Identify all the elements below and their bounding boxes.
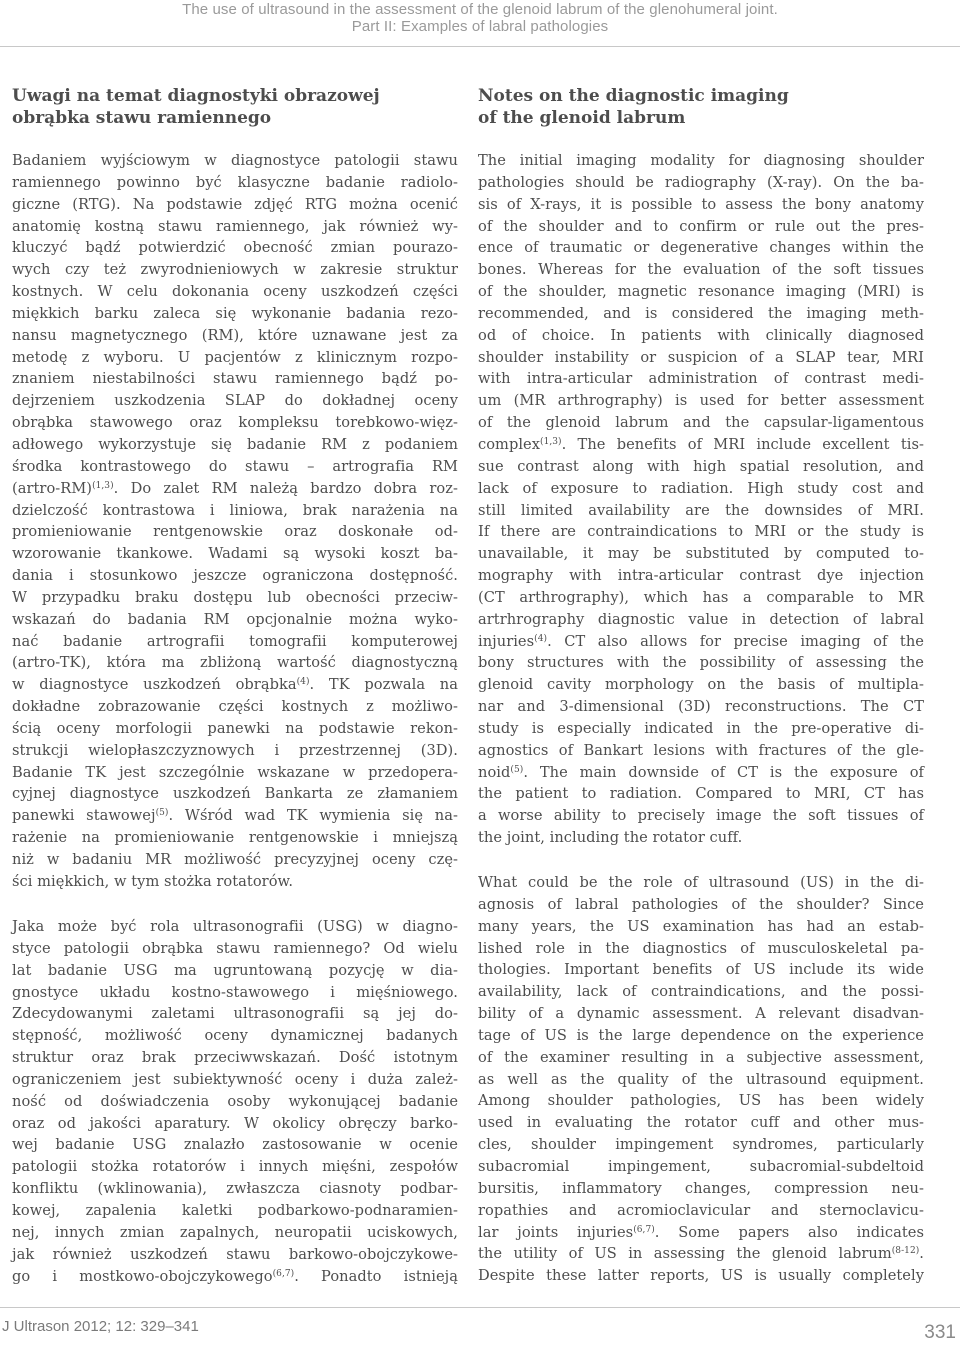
text-fragment: . The benefits of MRI include excellent tis- (561, 435, 924, 453)
text-line-with-citation (478, 1243, 924, 1265)
text-line: used in evaluating the rotator cuff and other mus- (478, 1114, 924, 1132)
citation: (4) (534, 633, 548, 644)
text-line: many years, the US examination has had an estab- (478, 917, 924, 935)
text-line: ność od doświadczenia osoby wykonującej badanie (12, 1092, 458, 1110)
text-line: study is especially indicated in the pre-operative di- (478, 719, 924, 737)
text-line: niż w badaniu MR możliwość precyzyjnej oceny czę- (12, 851, 458, 868)
citation: (8-12) (891, 1246, 920, 1257)
running-header-line-2: Part II: Examples of labral pathologies (351, 18, 609, 35)
text-line: oraz od jakości aparatury. W okolicy obręczy barko- (12, 1114, 458, 1132)
text-line: Despite these latter reports, US is usually completely (478, 1267, 924, 1285)
text-fragment: . The main downside of CT is the exposure of (523, 763, 924, 781)
text-line: lat badanie USG ma ugruntowaną pozycję w dia- (12, 961, 458, 979)
text-fragment: . Ponadto istnieją (294, 1267, 459, 1285)
text-fragment: (artro-RM) (12, 479, 93, 497)
text-line: the joint, including the rotator cuff. (478, 829, 743, 847)
text-line: Zdecydowanymi zaletami ultrasonografii są jej do- (12, 1005, 458, 1023)
left-paragraph-2 (12, 916, 458, 1287)
text-line: rażenie na promieniowanie rentgenowskie i mniejszą (12, 829, 458, 847)
text-line: subacromial impingement, subacromial-subdeltoid (478, 1157, 924, 1175)
text-line: of the shoulder and to confirm or rule out the pres- (478, 217, 924, 235)
text-line: recommended, and is considered the imaging meth- (478, 304, 924, 322)
citation: (1,3) (540, 436, 562, 447)
text-line: nansu magnetycznego (RM), które uznawane jest za (12, 326, 458, 344)
text-line: struktur oraz brak przeciwwskazań. Dość istotnym (12, 1049, 458, 1067)
text-fragment: w diagnostyce uszkodzeń obrąbka (12, 676, 297, 694)
text-line: still limited availability are the downsides of MRI. (478, 501, 924, 519)
text-fragment: the utility of US in assessing the glenoid labrum (478, 1245, 892, 1263)
text-line: a worse ability to precisely image the soft tissues of (478, 807, 924, 825)
text-line: cyjnej diagnostyce uszkodzeń Bankarta ze złamaniem (12, 785, 458, 803)
text-line: jak również uszkodzeń stawu barkowo-obojczykowe- (12, 1245, 458, 1263)
text-line: artrhrography diagnostic value in detection of labral (478, 610, 924, 628)
text-line: sue contrast along with high spatial resolution, and (478, 457, 924, 475)
text-line: kluczyć bądź potwierdzić obecność zmian pourazo- (12, 239, 458, 257)
text-line: strukcji wielopłaszczyznowych i przestrzennej (3D). (12, 741, 458, 759)
text-line: agnostics of Bankart lesions with fractures of the gle- (478, 741, 924, 759)
footer-rule (0, 1307, 960, 1308)
text-fragment: go i mostkowo-obojczykowego (12, 1267, 273, 1285)
text-line: dejrzeniem uszkodzenia SLAP do dokładnej oceny (12, 392, 458, 410)
text-line: glenoid cavity morphology on the basis of multipla- (478, 676, 924, 694)
text-line-with-citation (12, 478, 458, 500)
heading-line: of the glenoid labrum (478, 108, 686, 128)
text-line: środka kontrastowego do stawu – artrografia RM (12, 457, 458, 475)
text-line: thologies. Important benefits of US include its wide (478, 961, 924, 979)
text-line: ści miękkich, w tym stożka rotatorów. (12, 872, 294, 890)
running-header-line-1: The use of ultrasound in the assessment of the glenoid labrum of the glenohumeral joint. (182, 1, 778, 18)
text-line: patologii stożka rotatorów i innych mięśni, zespołów (12, 1158, 458, 1176)
journal-citation: J Ultrason 2012; 12: 329–341 (2, 1318, 199, 1335)
text-fragment: noid (478, 763, 511, 781)
text-line-with-citation (12, 805, 458, 827)
text-line-with-citation (12, 674, 458, 696)
text-line-with-citation (12, 1266, 458, 1288)
text-line: availability, lack of contraindications, and the possi- (478, 983, 924, 1001)
text-line: (artro-TK), która ma zbliżoną wartość diagnostyczną (12, 654, 458, 672)
citation: (6,7) (633, 1224, 655, 1235)
page-number: 331 (924, 1322, 956, 1343)
text-line: bones. Whereas for the evaluation of the soft tissues (478, 261, 924, 279)
text-line: obrąbka stawowego oraz kompleksu torebkowo-więz- (12, 414, 458, 432)
text-line: Jaka może być rola ultrasonografii (USG) w diagno- (12, 918, 458, 935)
text-fragment: . (919, 1245, 924, 1263)
text-line: nać badanie artrografii tomografii komputerowej (12, 632, 458, 650)
text-fragment: complex (478, 435, 541, 453)
text-line: gnostyce układu kostno-stawowego i mięśniowego. (12, 983, 458, 1001)
text-line: Among shoulder pathologies, US has been widely (478, 1092, 924, 1110)
text-line: wej badanie USG znalazło zastosowanie w ocenie (12, 1136, 458, 1154)
text-line: nar and 3-dimensional (3D) reconstructions. The CT (478, 698, 924, 716)
text-line-with-citation (478, 631, 924, 653)
right-paragraph-2 (478, 872, 924, 1287)
text-line: bursitis, inflammatory changes, compression neu- (478, 1179, 924, 1197)
text-line: adłowego wykorzystuje się badanie RM z podaniem (12, 435, 458, 453)
text-line: styce patologii obrąbka stawu ramiennego? Od wielu (12, 939, 458, 957)
text-line: pathologies should be radiography (X-ray). On the ba- (478, 173, 924, 191)
text-line: of the glenoid labrum and the capsular-ligamentous (478, 414, 924, 432)
heading-line: Notes on the diagnostic imaging (478, 86, 789, 106)
text-line: W przypadku braku dostępu lub obecności przeciw- (12, 588, 458, 606)
text-fragment: . CT also allows for precise imaging of the (547, 632, 924, 650)
text-line: dzielczość kontrastowa i liniowa, brak narażenia na (12, 501, 458, 519)
text-line: Badanie TK jest szczególnie wskazane w przedopera- (12, 763, 458, 781)
text-line: wzorowanie tkankowe. Wadami są wysoki koszt ba- (12, 545, 458, 563)
citation: (6,7) (272, 1268, 295, 1279)
citation: (4) (296, 677, 310, 688)
text-line: mography with intra-articular contrast dye injection (478, 567, 924, 585)
text-line: with intra-articular administration of contrast medi- (478, 370, 924, 388)
text-line: kowej, zapalenia kaletki podbarkowo-podnaramien- (12, 1201, 458, 1219)
header-rule (0, 46, 960, 47)
text-fragment: panewki stawowej (12, 807, 156, 825)
text-line: dania i stosunkowo jeszcze ograniczona dostępność. (12, 567, 458, 585)
text-line-with-citation (478, 762, 924, 784)
text-line: Badaniem wyjściowym w diagnostyce patologii stawu (12, 152, 458, 169)
text-line: tage of US is the large dependence on the experience (478, 1026, 924, 1044)
text-fragment: . Wśród wad TK wymienia się na- (168, 807, 458, 825)
text-line: promieniowanie rentgenowskie oraz doskonałe od- (12, 523, 458, 541)
text-line: wskazań do badania RM opcjonalnie można wyko- (12, 610, 458, 628)
text-fragment: injuries (478, 632, 535, 650)
text-line: the patient to radiation. Compared to MRI, CT has (478, 785, 924, 803)
text-line: (CT arthrography), which has a comparable to MR (478, 588, 924, 606)
text-line: wych czy też zwyrodnieniowych w zakresie struktur (12, 261, 458, 279)
text-line: dokładne zobrazowanie części kostnych z możliwo- (12, 698, 458, 716)
citation: (5) (155, 808, 169, 819)
text-line: stępność, możliwość oceny dynamicznej badanych (12, 1027, 458, 1045)
text-fragment: . TK pozwala na (309, 676, 458, 694)
text-fragment: . Do zalet RM należą bardzo dobra roz- (113, 479, 458, 497)
text-fragment: . Some papers also indicates (654, 1223, 924, 1241)
text-line: bility of a dynamic assessment. A relevant disadvan- (478, 1005, 924, 1023)
text-line: ropathies and acromioclavicular and sternoclavicu- (478, 1201, 924, 1219)
text-line: kostnych. W celu dokonania oceny uszkodzeń części (12, 283, 458, 301)
text-line: unavailable, it may be substituted by computed to- (478, 545, 924, 563)
text-line: nej, innych zmian zapalnych, neuropatii uciskowych, (12, 1223, 458, 1241)
text-line: ścią oceny morfologii panewki na podstawie rekon- (12, 719, 458, 737)
citation: (1,3) (92, 480, 114, 491)
text-line: lished role in the diagnostics of musculoskeletal pa- (478, 939, 924, 957)
text-line: ramiennego powinno być klasyczne badanie radiolo- (12, 173, 458, 191)
text-line: shoulder instability or suspicion of a SLAP tear, MRI (478, 348, 924, 366)
right-paragraph-1 (478, 150, 924, 849)
text-line-with-citation (478, 1222, 924, 1244)
text-line: The initial imaging modality for diagnosing shoulder (478, 152, 924, 169)
text-line: um (MR arthrography) is used for better assessment (478, 392, 924, 410)
citation: (5) (510, 764, 524, 775)
text-line: sis of X-rays, it is possible to assess the bony anatomy (478, 195, 924, 213)
text-line: cles, shoulder impingement syndromes, particularly (478, 1136, 924, 1154)
text-line: as well as the quality of the ultrasound equipment. (478, 1070, 924, 1088)
left-paragraph-1 (12, 150, 458, 893)
text-line: ence of traumatic or degenerative changes within the (478, 239, 924, 257)
text-line: bony structures with the possibility of assessing the (478, 654, 924, 672)
text-line: giczne (RTG). Na podstawie zdjęć RTG można ocenić (12, 195, 458, 213)
text-line: miękkich barku zaleca się wykonanie badania rezo- (12, 304, 458, 322)
text-line: What could be the role of ultrasound (US) in the di- (478, 874, 924, 891)
text-line: of the examiner resulting in a subjective assessment, (478, 1048, 924, 1066)
heading-line: Uwagi na temat diagnostyki obrazowej (12, 86, 380, 106)
text-line: ograniczeniem jest subiektywność oceny i duża zależ- (12, 1070, 458, 1088)
text-line: If there are contraindications to MRI or the study is (478, 523, 924, 541)
text-line: konfliktu (wklinowania), zwłaszcza ciasnoty podbar- (12, 1180, 458, 1198)
left-section-heading (12, 85, 458, 129)
text-line: metodę z wyboru. U pacjentów z klinicznym rozpo- (12, 348, 458, 366)
text-line: agnosis of labral pathologies of the shoulder? Since (478, 895, 924, 913)
heading-line: obrąbka stawu ramiennego (12, 108, 272, 128)
right-section-heading (478, 85, 924, 129)
text-fragment: lar joints injuries (478, 1223, 634, 1241)
text-line: znaniem niestabilności stawu ramiennego bądź po- (12, 370, 458, 388)
text-line: lack of exposure to radiation. High study cost and (478, 479, 924, 497)
text-line: od of choice. In patients with clinically diagnosed (478, 326, 924, 344)
text-line: of the shoulder, magnetic resonance imaging (MRI) is (478, 283, 924, 301)
text-line-with-citation (478, 434, 924, 456)
text-line: anatomię kostną stawu ramiennego, jak również wy- (12, 217, 458, 235)
